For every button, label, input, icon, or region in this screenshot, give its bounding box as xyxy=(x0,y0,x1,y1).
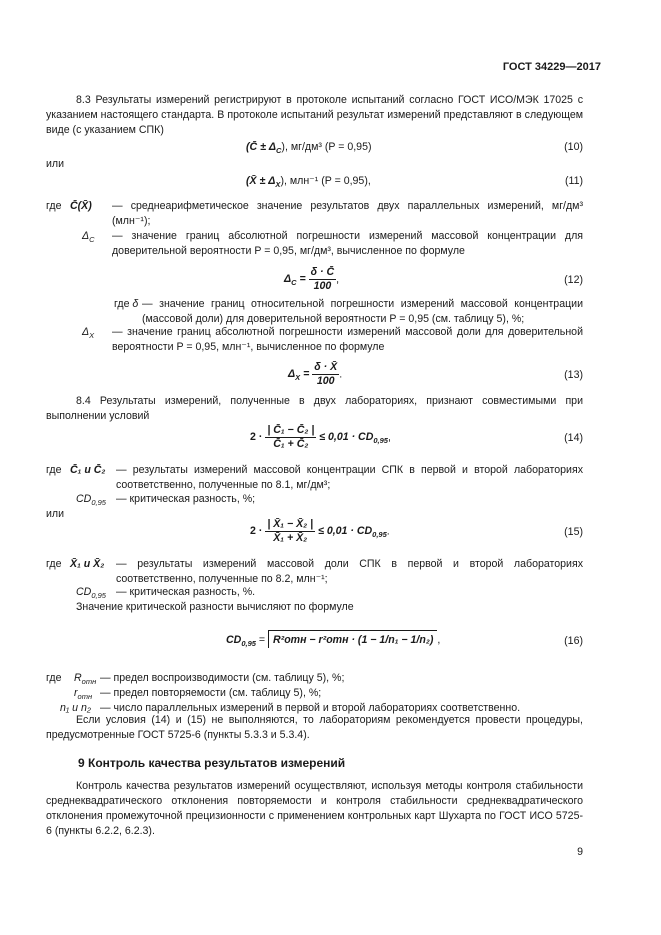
def-r-reprod xyxy=(46,671,583,687)
eq15-comma: . xyxy=(386,525,390,538)
equation-14 xyxy=(46,424,583,454)
eq10-sub: C xyxy=(276,146,282,156)
eq15-post xyxy=(318,525,387,540)
or-2: или xyxy=(46,508,65,520)
def11-text: — число параллельных измерений в первой и второй лабораториях соответственно. xyxy=(100,702,521,714)
equation-15 xyxy=(46,518,583,548)
eq15-denominator: X̄₁ + X̄₂ xyxy=(273,532,308,544)
paragraph-critical: Значение критической разности вычисляют по формуле xyxy=(76,601,354,613)
def4-text: — значение границ абсолютной погрешности измерений массовой доли для доверительной вероятности P = 0,95, млн⁻¹, вычисленное по формуле xyxy=(112,326,583,353)
eq14-fraction xyxy=(265,424,316,451)
equation-13 xyxy=(46,361,583,391)
eq14-pre: 2 · xyxy=(250,431,263,443)
eq12-denominator: 100 xyxy=(313,280,332,292)
def1-text-body: среднеарифметическое значение результатов двух параллельных измерений, мг/дм³ (млн⁻¹); xyxy=(112,200,583,227)
def3-term: δ xyxy=(132,298,139,310)
eq10-tail: ), мг/дм³ (P = 0,95) xyxy=(281,141,372,153)
eq15-post-text: ≤ 0,01 · CD xyxy=(318,525,373,537)
eq11-tail: ), млн⁻¹ (P = 0,95), xyxy=(280,175,371,187)
def9-lead: где xyxy=(46,672,62,684)
eq16-comma: , xyxy=(437,634,441,646)
eq14-post-sub: 0,95 xyxy=(373,436,388,446)
eq14-number: (14) xyxy=(564,432,583,444)
def3-lead-word: где xyxy=(114,298,130,310)
eq13-lhs-sym: Δ xyxy=(288,368,296,380)
def1-term: C̄(X̄) xyxy=(70,200,92,212)
def6-term-sub: 0,95 xyxy=(91,498,106,508)
paragraph-conditions: Если условия (14) и (15) не выполняются, то лабораториям рекомендуется провести процедуры, предусмотренные ГОСТ 5725-6 (пункты 5.3.3 и 5.3.4). xyxy=(46,714,583,741)
eq12-lhs-sub: C xyxy=(291,278,297,288)
def2-term xyxy=(82,229,95,244)
def-delta-c xyxy=(46,229,583,261)
def5-text: — результаты измерений массовой концентрации СПК в первой и второй лабораториях соответственно, полученные по 8.1, мг/дм³; xyxy=(116,464,583,491)
section-9-title: 9 Контроль качества результатов измерений xyxy=(78,756,346,770)
eq14-post xyxy=(319,431,388,446)
def1-lead: где xyxy=(46,200,62,212)
def10-term xyxy=(74,686,92,701)
equation-12 xyxy=(46,266,583,296)
eq12-number: (12) xyxy=(564,274,583,286)
eq12-numerator: δ · C̄ xyxy=(310,266,335,278)
eq11-sub: X xyxy=(275,180,281,190)
def4-term-sym: Δ xyxy=(82,326,90,338)
eq10-expr: (C̄ ± Δ xyxy=(246,141,276,153)
eq15-pre: 2 · xyxy=(250,525,263,537)
eq14-post-text: ≤ 0,01 · CD xyxy=(319,431,374,443)
def2-text: — значение границ абсолютной погрешности измерений массовой концентрации для доверительной вероятности P = 0,95, мг/дм³, вычисленное по формуле xyxy=(112,230,583,257)
eq13-lhs-sub: X xyxy=(295,373,301,383)
def-cd xyxy=(46,492,583,508)
def-c1-c2 xyxy=(46,463,583,495)
eq14-denominator: C̄₁ + C̄₂ xyxy=(273,438,309,450)
equation-16 xyxy=(46,624,583,664)
def8-term-sym: CD xyxy=(76,586,92,598)
def8-term xyxy=(76,585,106,600)
def7-text: — результаты измерений массовой доли СПК в первой и второй лабораториях соответственно, полученные по 8.2, млн⁻¹; xyxy=(116,558,583,585)
eq12-lhs: $\Delta_C$ = xyxy=(284,273,306,288)
equation-10 xyxy=(46,140,583,158)
def8-text: — критическая разность, %. xyxy=(116,586,256,598)
page-number: 9 xyxy=(577,846,583,858)
eq15-post-sub: 0,95 xyxy=(372,530,387,540)
def9-term-sub: отн xyxy=(81,677,97,687)
def11-term: n₁ и n₂ xyxy=(60,702,91,714)
def7-term: X̄₁ и X̄₂ xyxy=(70,558,105,570)
or-1: или xyxy=(46,158,65,170)
def1-text xyxy=(112,199,583,229)
def-r-repeat xyxy=(46,686,583,702)
eq13-lhs: $\Delta_X$ = xyxy=(288,368,310,383)
standard-header: ГОСТ 34229—2017 xyxy=(502,61,601,73)
def10-term-sym: r xyxy=(74,687,78,699)
eq13-comma: . xyxy=(339,368,343,381)
def9-term xyxy=(74,671,96,686)
def9-term-sym: R xyxy=(74,672,82,684)
def3-text: — значение границ относительной погрешности измерений массовой концентрации (массовой доли) для доверительной вероятности P = 0,95 (см. таблицу 5), %; xyxy=(142,298,583,325)
def5-term: C̄₁ и C̄₂ xyxy=(70,464,106,476)
def1-dash: — xyxy=(112,200,123,212)
equation-11 xyxy=(46,174,583,192)
eq16-lhs-sub: 0,95 xyxy=(241,639,256,649)
def4-term xyxy=(82,325,94,340)
def-c-mean xyxy=(46,199,583,231)
eq13-denominator: 100 xyxy=(316,375,335,387)
def3-lead xyxy=(114,297,138,312)
def7-lead: где xyxy=(46,558,62,570)
eq15-number: (15) xyxy=(564,526,583,538)
eq14-numerator: | C̄₁ − C̄₂ | xyxy=(267,424,315,436)
eq14-comma: , xyxy=(387,431,391,444)
def-cd-2 xyxy=(46,585,583,601)
def-delta-x xyxy=(46,325,583,357)
paragraph-9: Контроль качества результатов измерений осуществляют, используя методы контроля стабильности среднеквадратического отклонения повторяемости и контроля стабильности среднеквадратического отклонения промежуточной прецизионности с применением контрольных карт Шухарта по ГОСТ ИСО 5725-6 (пункты 6.2.2, 6.2.3). xyxy=(46,780,583,837)
eq13-fraction xyxy=(312,361,339,388)
eq16-number: (16) xyxy=(564,635,583,647)
def5-lead: где xyxy=(46,464,62,476)
def4-term-sub: X xyxy=(89,331,95,341)
eq15-fraction xyxy=(265,518,315,545)
def6-term-sym: CD xyxy=(76,493,92,505)
paragraph-8-3: 8.3 Результаты измерений регистрируют в протоколе испытаний согласно ГОСТ ИСО/МЭК 17025 с указанием настоящего стандарта. В протоколе испытаний результат измерений представляют в следующем виде (с указанием СПК) xyxy=(46,94,583,136)
def2-term-sub: C xyxy=(89,235,95,245)
def2-term-sym: Δ xyxy=(82,230,90,242)
eq10-number: (10) xyxy=(564,141,583,153)
def9-text: — предел воспроизводимости (см. таблицу 5), %; xyxy=(100,672,345,684)
def8-term-sub: 0,95 xyxy=(91,591,106,601)
eq16-lhs xyxy=(226,634,256,649)
eq12-comma: , xyxy=(336,273,340,286)
def6-term xyxy=(76,492,106,507)
def10-term-sub: отн xyxy=(77,692,93,702)
eq11-number: (11) xyxy=(564,175,583,187)
eq12-lhs-sym: Δ xyxy=(284,273,292,285)
eq11-expr: (X̄ ± Δ xyxy=(246,175,276,187)
def6-text: — критическая разность, %; xyxy=(116,493,256,505)
eq13-numerator: δ · X̄ xyxy=(314,361,338,373)
eq12-fraction xyxy=(309,266,340,293)
def10-text: — предел повторяемости (см. таблицу 5), %; xyxy=(100,687,322,699)
eq16-eq: = xyxy=(258,634,266,646)
paragraph-8-4: 8.4 Результаты измерений, полученные в двух лабораториях, признают совместимыми при выполнении условий xyxy=(46,395,583,422)
eq16-radical: R²отн − r²отн · (1 − 1/n₁ − 1/n₂) xyxy=(268,630,437,648)
eq16-lhs-sym: CD xyxy=(226,634,242,646)
eq15-numerator: | X̄₁ − X̄₂ | xyxy=(267,518,314,530)
eq13-number: (13) xyxy=(564,369,583,381)
